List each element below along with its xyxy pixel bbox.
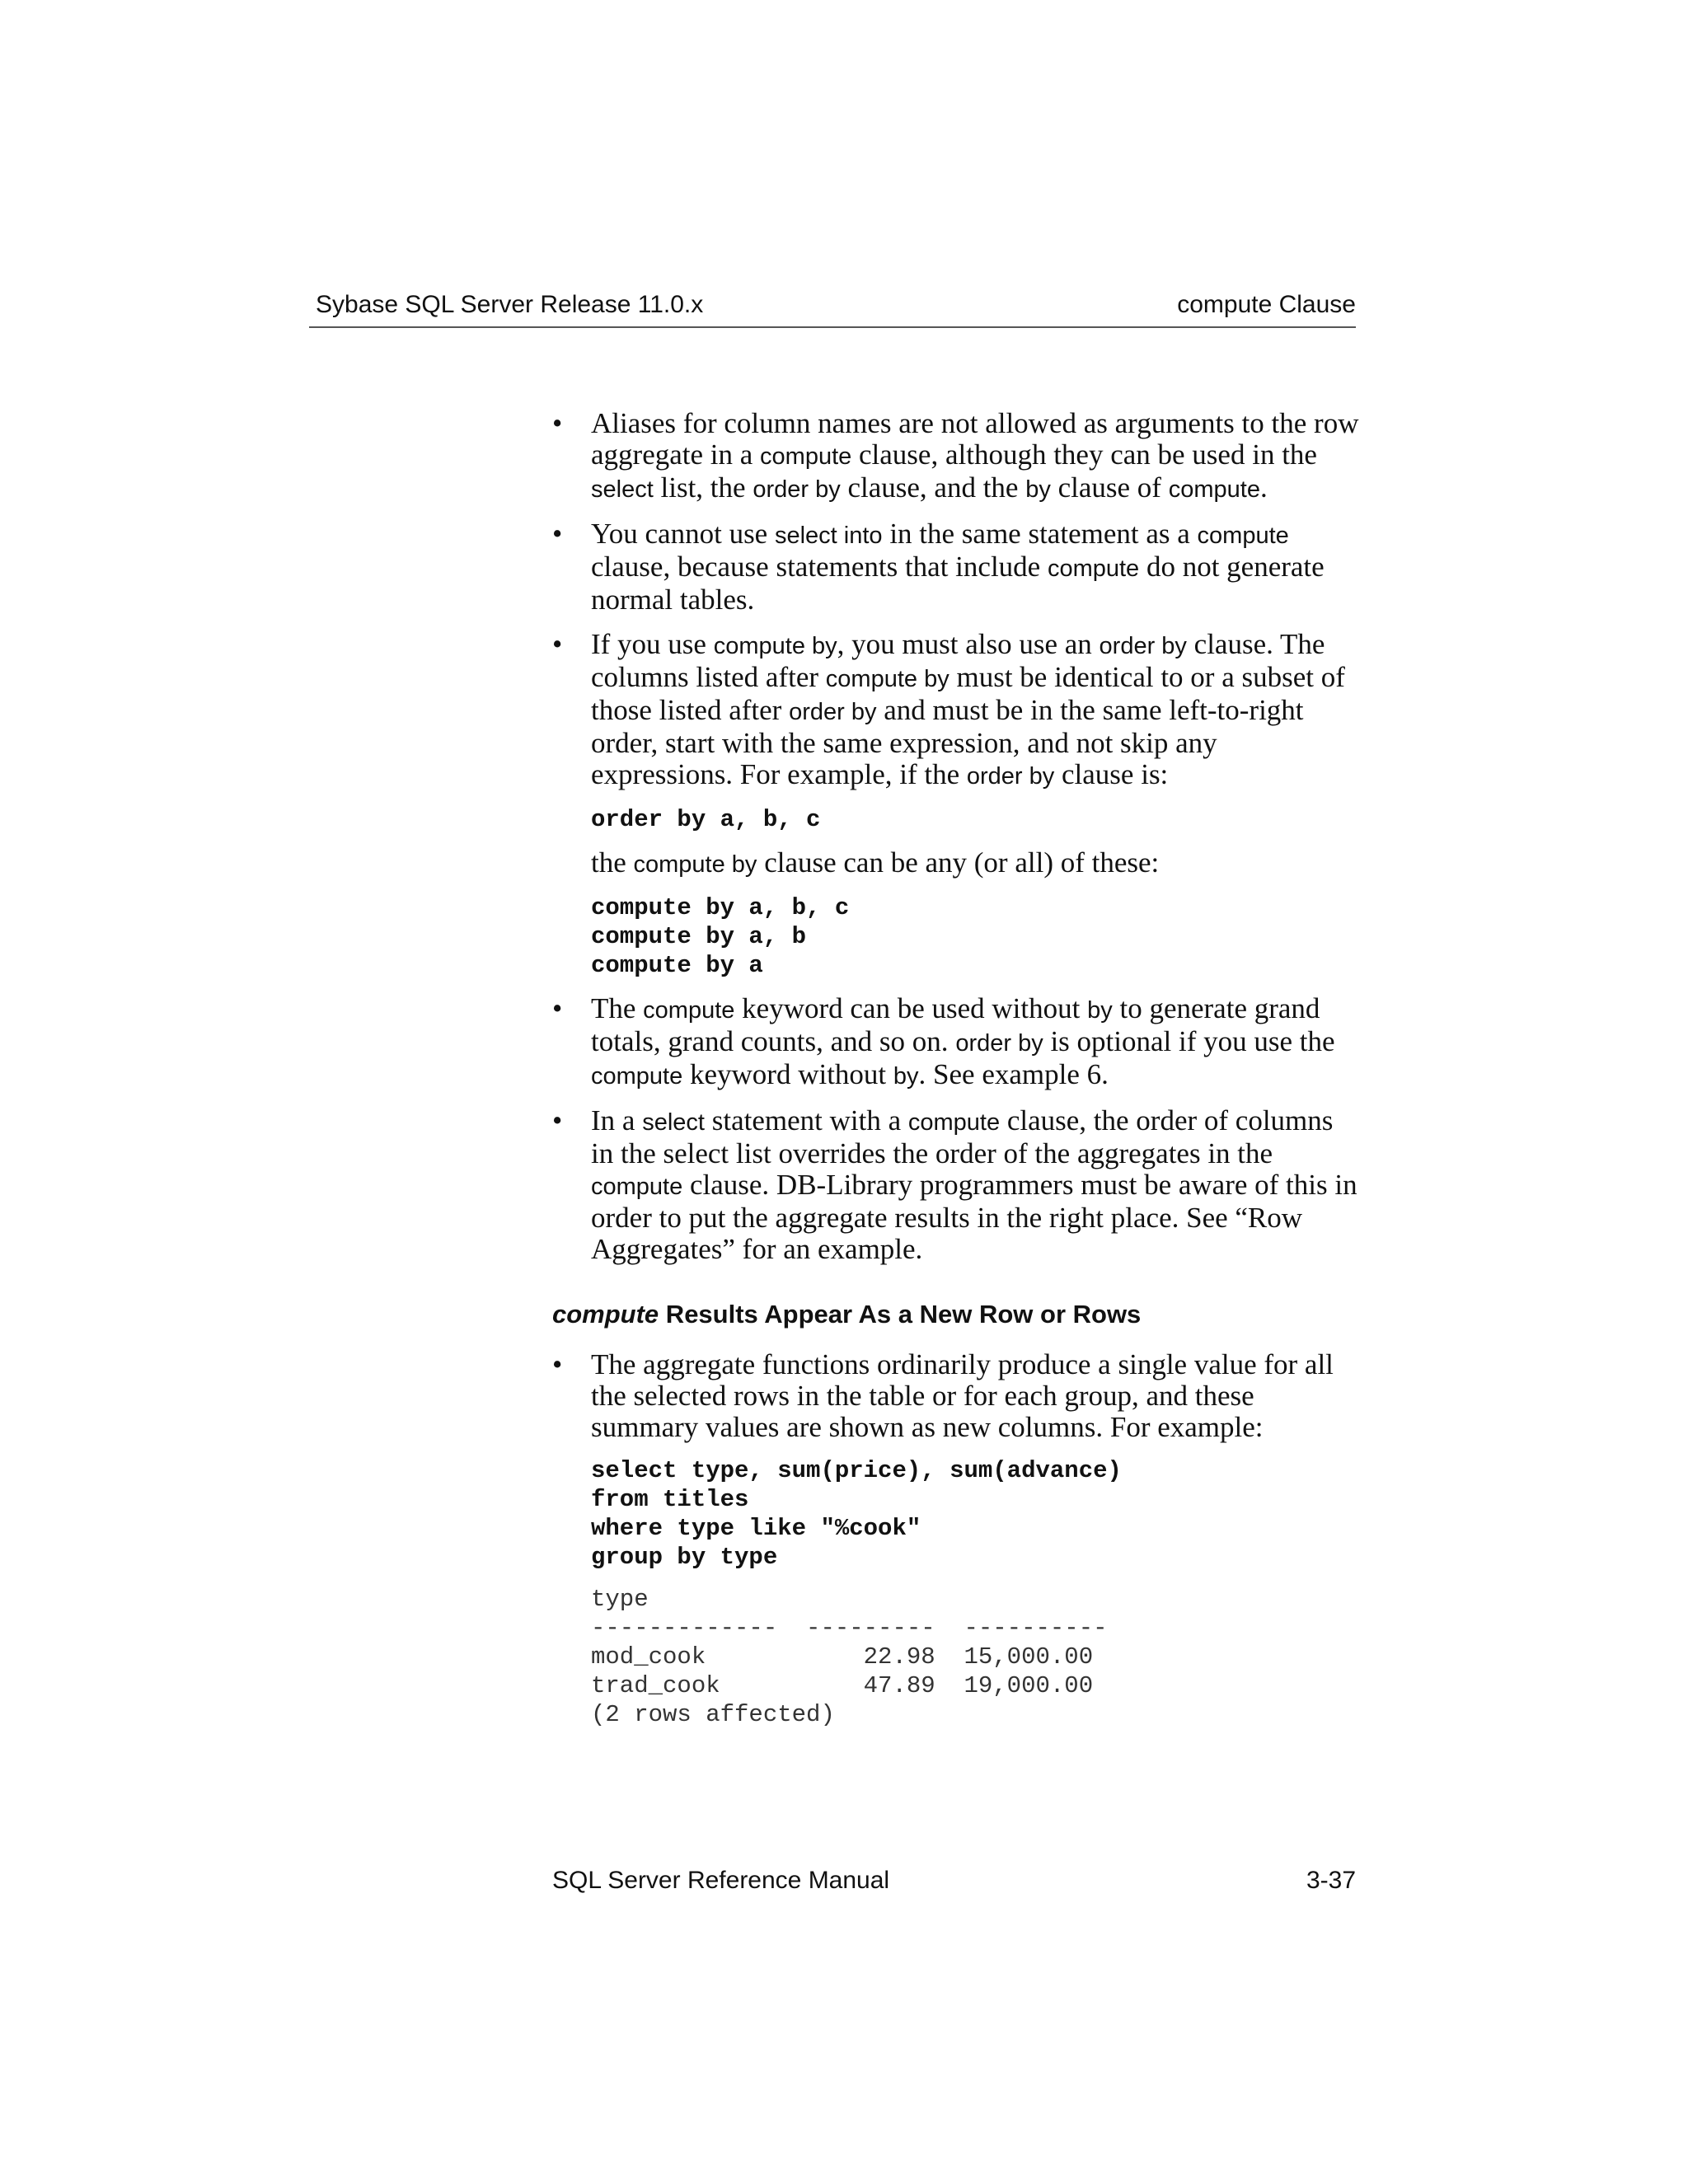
code-line: type	[591, 1586, 649, 1613]
text-run: .	[1259, 471, 1268, 504]
bullet-text	[591, 408, 1360, 505]
keyword: select	[642, 1109, 705, 1136]
header-title: Sybase SQL Server Release 11.0.x	[316, 291, 704, 318]
code-line: mod_cook 22.98 15,000.00	[591, 1643, 1094, 1671]
text-run: clause. DB-Library programmers must be aware of this in order to put the aggregate results in the right place. See “Row Aggregates” for an example.	[591, 1169, 1357, 1265]
text-run: If you use	[591, 628, 714, 660]
code-line: select type, sum(price), sum(advance)	[591, 1457, 1122, 1484]
keyword: order by	[753, 476, 841, 503]
bullet-item	[552, 408, 1360, 505]
code-line: compute by a	[591, 952, 763, 979]
text-run: In a	[591, 1104, 643, 1137]
subheading-keyword: compute	[552, 1300, 659, 1329]
code-block	[591, 805, 1360, 834]
page-header	[316, 288, 1356, 330]
page-number: 3-37	[1306, 1867, 1356, 1894]
keyword: compute	[591, 1063, 683, 1090]
text-run: Aliases for column names are not allowed as arguments to the row aggregate in a	[591, 407, 1359, 471]
page-footer	[552, 1864, 1356, 1897]
text-run: to generate grand totals, grand counts, and so on.	[591, 992, 1320, 1057]
bullet-text	[591, 518, 1360, 616]
bullet-item	[552, 1105, 1360, 1265]
code-line: where type like "%cook"	[591, 1515, 921, 1542]
code-line: from titles	[591, 1486, 749, 1513]
keyword: by	[1087, 997, 1113, 1024]
keyword: order by	[789, 699, 877, 725]
code-line: order by a, b, c	[591, 806, 821, 833]
keyword: order by	[966, 763, 1055, 790]
keyword: compute by	[713, 633, 837, 659]
bullet-item	[552, 1349, 1360, 1729]
code-block	[591, 893, 1360, 980]
text-run: list, the	[653, 471, 753, 504]
header-section: compute Clause	[1177, 291, 1356, 318]
text-run: in the same statement as a	[882, 518, 1198, 550]
text-run: do not generate normal tables.	[591, 551, 1325, 616]
keyword: compute	[1047, 555, 1140, 582]
code-line: ------------- --------- ----------	[591, 1615, 1108, 1642]
text-run: clause, because statements that include	[591, 551, 1048, 583]
text-run: clause of	[1050, 471, 1169, 504]
text-run: the	[591, 846, 634, 879]
bullet-item	[552, 518, 1360, 616]
code-line: (2 rows affected)	[591, 1701, 835, 1728]
keyword: compute	[1168, 476, 1260, 503]
bullet-text	[591, 629, 1360, 792]
text-run: clause can be any (or all) of these:	[757, 846, 1160, 879]
text-run: The aggregate functions ordinarily produce a single value for all the selected rows in the table or for each group, and these summary values are shown as new columns. For example:	[591, 1348, 1334, 1443]
keyword: compute by	[633, 851, 757, 878]
keyword: compute	[591, 1174, 683, 1200]
text-run: clause, although they can be used in the	[851, 438, 1317, 471]
text-run: keyword can be used without	[734, 992, 1088, 1024]
bullet-text	[591, 1349, 1360, 1443]
text-run: The	[591, 992, 644, 1024]
keyword: order by	[955, 1030, 1043, 1057]
bullet-dot: •	[552, 1104, 563, 1137]
keyword: order by	[1099, 633, 1187, 659]
keyword: compute	[760, 443, 852, 470]
text-run: clause. The columns listed after	[591, 628, 1325, 693]
header-rule	[309, 326, 1356, 328]
text-run: clause, the order of columns in the select list overrides the order of the aggregates in the	[591, 1104, 1334, 1169]
code-line: trad_cook 47.89 19,000.00	[591, 1672, 1094, 1699]
code-line: compute by a, b, c	[591, 894, 850, 921]
code-line: group by type	[591, 1544, 778, 1571]
bullet-dot: •	[552, 407, 563, 439]
text-run: . See example 6.	[918, 1058, 1109, 1090]
bullet-list	[552, 408, 1360, 1265]
footer-title: SQL Server Reference Manual	[552, 1867, 890, 1894]
bullet-dot: •	[552, 1348, 563, 1380]
text-run: You cannot use	[591, 518, 775, 550]
text-run: and must be in the same left-to-right order, start with the same expression, and not skip any expressions. For example, if the	[591, 694, 1304, 790]
text-run: must be identical to or a subset of those listed after	[591, 661, 1345, 726]
page-body	[552, 408, 1360, 1742]
bullet-item	[552, 993, 1360, 1092]
bullet-list-bottom	[552, 1349, 1360, 1729]
text-run: clause is:	[1054, 758, 1169, 790]
text-run: is optional if you use the	[1043, 1025, 1335, 1057]
query-output	[591, 1585, 1360, 1729]
bullet-dot: •	[552, 518, 563, 550]
keyword: by	[1025, 476, 1051, 503]
code-line: compute by a, b	[591, 923, 807, 950]
keyword: by	[893, 1063, 919, 1090]
keyword: compute	[1197, 523, 1289, 549]
bullet-item	[552, 629, 1360, 980]
text-run: , you must also use an	[837, 628, 1100, 660]
keyword: select into	[774, 523, 883, 549]
keyword: compute	[907, 1109, 1001, 1136]
bullet-text	[591, 1105, 1360, 1265]
subheading-text: Results Appear As a New Row or Rows	[659, 1300, 1142, 1329]
text-run: statement with a	[704, 1104, 908, 1137]
code-block	[591, 1456, 1360, 1572]
bullet-text	[591, 993, 1360, 1092]
keyword: select	[591, 476, 654, 503]
text-run: keyword without	[682, 1058, 893, 1090]
keyword: compute	[643, 997, 735, 1024]
bullet-dot: •	[552, 992, 563, 1024]
text-run: clause, and the	[840, 471, 1026, 504]
bullet-continuation	[591, 847, 1360, 880]
keyword: compute by	[825, 666, 950, 692]
subheading	[552, 1298, 1360, 1331]
bullet-dot: •	[552, 628, 563, 660]
